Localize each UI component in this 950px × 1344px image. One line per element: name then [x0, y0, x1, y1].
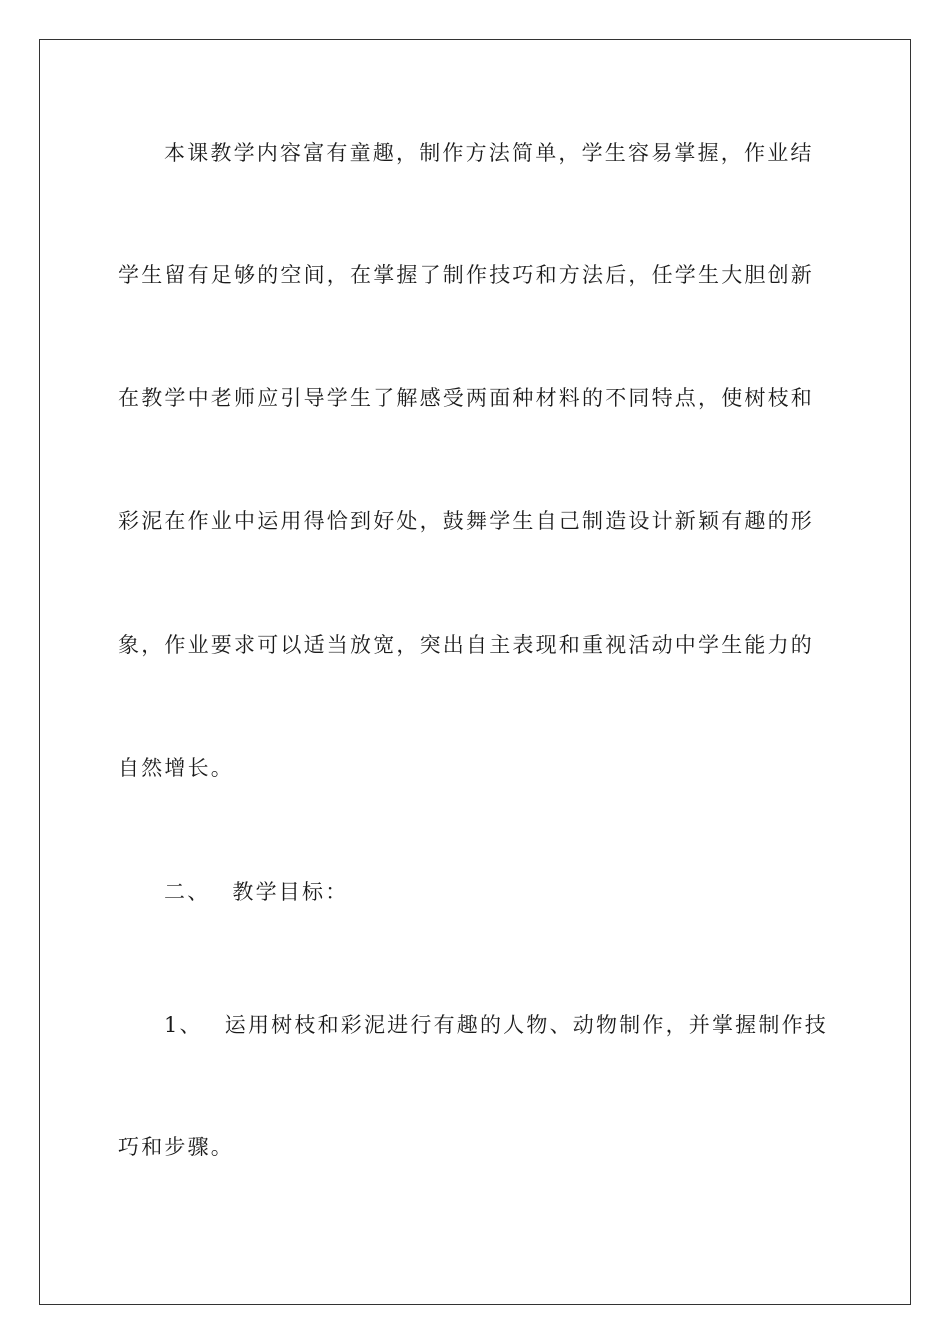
- section-title: 教学目标：: [232, 880, 349, 904]
- paragraph-line-1: 本课教学内容富有童趣，制作方法简单，学生容易掌握，作业结: [164, 141, 814, 165]
- objective-1-line-1: [164, 1010, 880, 1040]
- page-frame: [39, 39, 911, 1305]
- paragraph-line-2: 学生留有足够的空间，在掌握了制作技巧和方法后，任学生大胆创新: [118, 263, 814, 287]
- section-number: 二、: [164, 880, 211, 904]
- paragraph-line-3: 在教学中老师应引导学生了解感受两面种材料的不同特点，使树枝和: [118, 386, 814, 410]
- objective-1-line-2: 巧和步骤。: [118, 1135, 234, 1159]
- objective-text: 运用树枝和彩泥进行有趣的人物、动物制作，并掌握制作技: [224, 1013, 828, 1037]
- section-heading: [164, 877, 880, 907]
- paragraph-line-5: 象，作业要求可以适当放宽，突出自主表现和重视活动中学生能力的: [118, 633, 814, 657]
- objective-number: 1、: [164, 1013, 203, 1037]
- paragraph-line-6: 自然增长。: [118, 756, 234, 780]
- paragraph-line-4: 彩泥在作业中运用得恰到好处，鼓舞学生自己制造设计新颖有趣的形: [118, 509, 814, 533]
